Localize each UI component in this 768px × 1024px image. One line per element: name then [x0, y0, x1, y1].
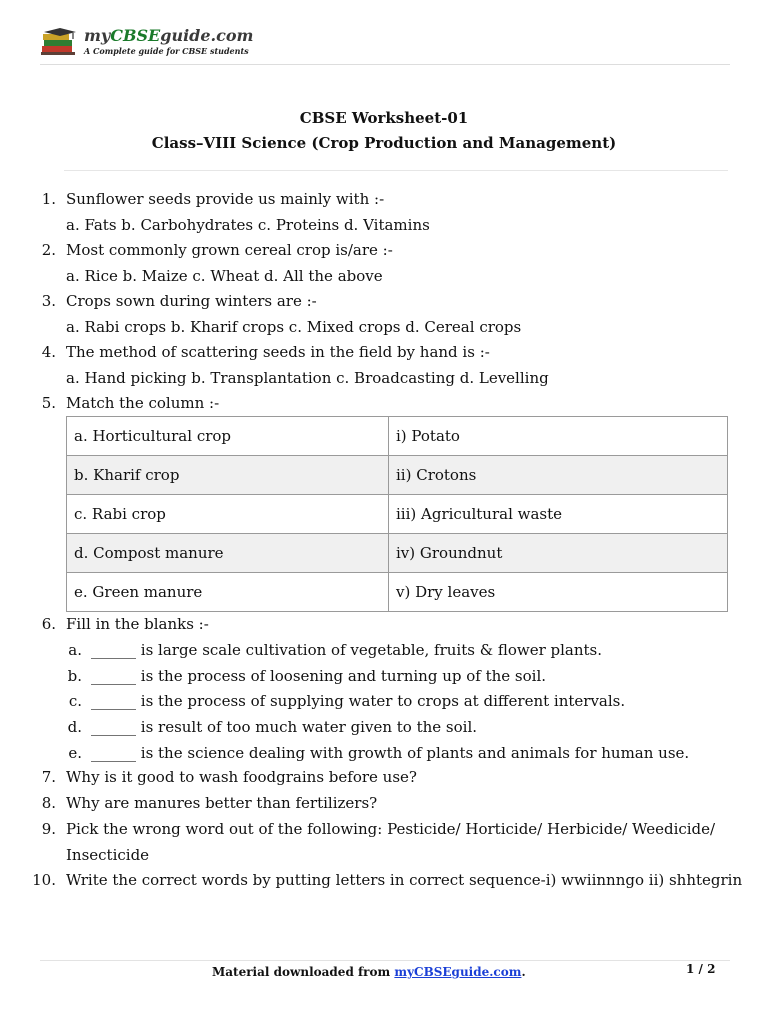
question-text: The method of scattering seeds in the field by hand is :- [66, 343, 490, 361]
question-number: 5. [41, 394, 56, 412]
logo-title: myCBSEguide.com [84, 26, 254, 45]
footer-divider [40, 960, 730, 961]
question-number: 3. [41, 292, 56, 310]
table-row [67, 534, 728, 573]
table-row [67, 573, 728, 612]
table-cell: b. Kharif crop [67, 456, 389, 495]
question-options: a. Rabi crops b. Kharif crops c. Mixed crops d. Cereal crops [66, 318, 522, 336]
site-header [40, 22, 730, 62]
question-text-continued: Insecticide [66, 846, 150, 864]
table-row [67, 456, 728, 495]
table-row [67, 495, 728, 534]
question-number: 8. [41, 794, 56, 812]
page-number: 1 / 2 [686, 962, 716, 976]
question-text: Match the column :- [66, 394, 220, 412]
footer-link[interactable]: myCBSEguide.com [394, 965, 522, 979]
worksheet-title: CBSE Worksheet-01 [299, 109, 469, 127]
worksheet-subject: Class–VIII Science (Crop Production and Management) [151, 134, 617, 152]
match-the-column-table [66, 416, 728, 612]
question-number: 7. [41, 768, 56, 786]
table-cell: i) Potato [389, 417, 728, 456]
title-divider [64, 170, 728, 171]
table-cell: d. Compost manure [67, 534, 389, 573]
question-text: Why is it good to wash foodgrains before use? [66, 768, 417, 786]
logo-tagline: A Complete guide for CBSE students [84, 46, 249, 56]
blank-text: ______ is the process of supplying water to crops at different intervals. [91, 692, 626, 710]
books-logo-icon [40, 28, 78, 56]
question-number: 10. [32, 871, 56, 889]
question-number: 4. [41, 343, 56, 361]
question-options: a. Fats b. Carbohydrates c. Proteins d. Vitamins [66, 216, 430, 234]
question-number: 1. [41, 190, 56, 208]
blank-letter: a. [68, 641, 82, 659]
question-options: a. Rice b. Maize c. Wheat d. All the above [66, 267, 383, 285]
blank-letter: d. [67, 718, 82, 736]
table-cell: ii) Crotons [389, 456, 728, 495]
table-cell: v) Dry leaves [389, 573, 728, 612]
table-row [67, 417, 728, 456]
question-number: 2. [41, 241, 56, 259]
blank-letter: e. [68, 744, 82, 762]
footer-credit: Material downloaded from myCBSEguide.com. [212, 965, 526, 979]
table-cell: iv) Groundnut [389, 534, 728, 573]
question-text: Crops sown during winters are :- [66, 292, 317, 310]
blank-text: ______ is the science dealing with growth of plants and animals for human use. [91, 744, 690, 762]
question-options: a. Hand picking b. Transplantation c. Broadcasting d. Levelling [66, 369, 549, 387]
blank-letter: c. [68, 692, 82, 710]
header-divider [40, 64, 730, 65]
table-cell: e. Green manure [67, 573, 389, 612]
question-text: Pick the wrong word out of the following: Pesticide/ Horticide/ Herbicide/ Weedicide/ [66, 820, 716, 838]
table-cell: c. Rabi crop [67, 495, 389, 534]
question-text: Sunflower seeds provide us mainly with :- [66, 190, 385, 208]
blank-letter: b. [67, 667, 82, 685]
question-text: Why are manures better than fertilizers? [66, 794, 378, 812]
question-number: 6. [41, 615, 56, 633]
question-text: Write the correct words by putting letters in correct sequence-i) wwiinnngo ii) shhtegrin [66, 871, 743, 889]
blank-text: ______ is result of too much water given to the soil. [91, 718, 478, 736]
question-text: Fill in the blanks :- [66, 615, 209, 633]
table-cell: a. Horticultural crop [67, 417, 389, 456]
blank-text: ______ is large scale cultivation of vegetable, fruits & flower plants. [91, 641, 603, 659]
question-number: 9. [41, 820, 56, 838]
question-text: Most commonly grown cereal crop is/are :- [66, 241, 393, 259]
table-cell: iii) Agricultural waste [389, 495, 728, 534]
blank-text: ______ is the process of loosening and turning up of the soil. [91, 667, 547, 685]
